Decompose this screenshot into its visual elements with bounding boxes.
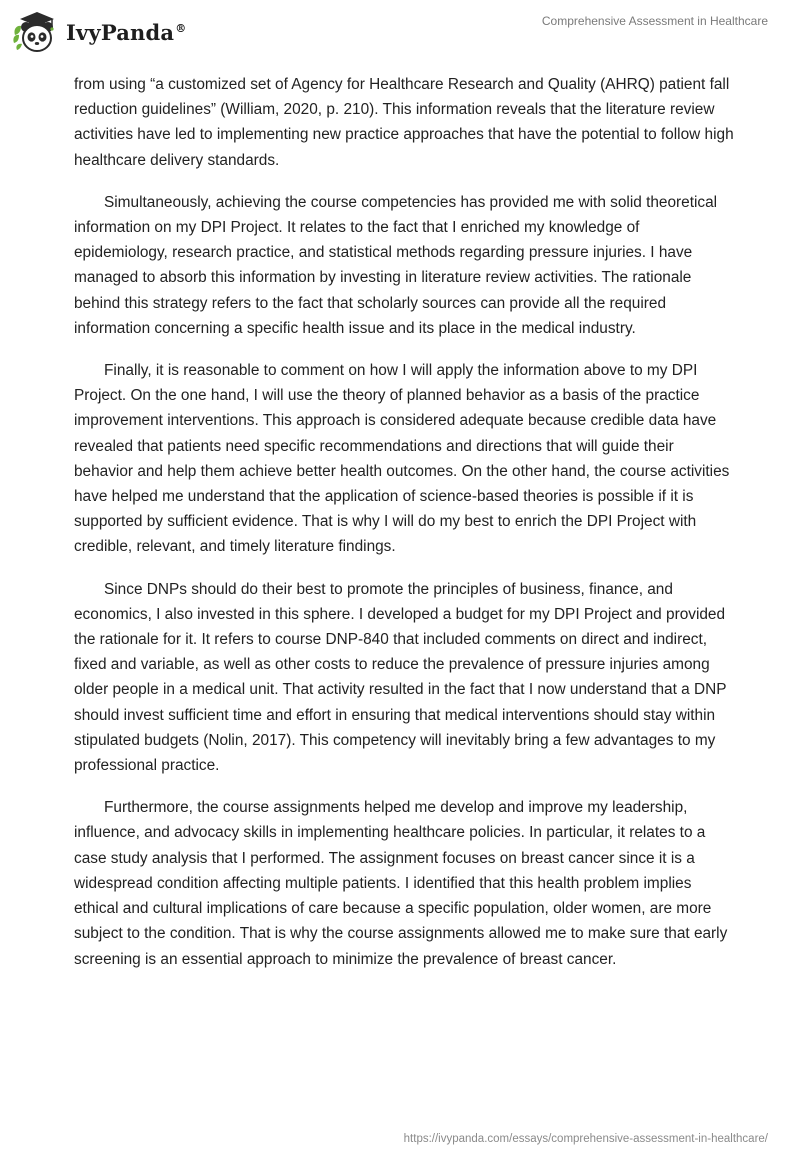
paragraph: Simultaneously, achieving the course competencies has provided me with solid theoretical information on my DPI Project. It relates to the fact that I enriched my knowledge of epidemiology, research practice, and statistical methods regarding pressure injuries. I have managed to absorb this information by investing in literature review activities. The rationale behind this strategy refers to the fact that scholarly sources can provide all the required information concerning a specific health issue and its place in the medical industry. bbox=[74, 193, 718, 337]
paragraph: from using “a customized set of Agency for Healthcare Research and Quality (AHRQ) patient fall reduction guidelines” (William, 2020, p. 210). This information reveals that the literature review activities have led to implementing new practice approaches that have the potential to follow high healthcare delivery standards. bbox=[74, 76, 734, 169]
document-title: Comprehensive Assessment in Healthcare bbox=[541, 14, 768, 28]
source-url[interactable]: https://ivypanda.com/essays/comprehensive-assessment-in-healthcare/ bbox=[403, 1133, 768, 1145]
ivypanda-logo[interactable] bbox=[12, 8, 186, 56]
paragraph: Furthermore, the course assignments helped me develop and improve my leadership, influence, and advocacy skills in implementing healthcare policies. In particular, it relates to a case study analysis that I performed. The assignment focuses on breast cancer since it is a widespread condition affecting multiple patients. I identified that this health problem implies ethical and cultural implications of care because a specific population, older women, are more subject to the condition. That is why the course assignments allowed me to make sure that early screening is an essential approach to minimize the prevalence of breast cancer. bbox=[74, 799, 728, 968]
paragraph: Since DNPs should do their best to promote the principles of business, finance, and economics, I also invested in this sphere. I developed a budget for my DPI Project and provided the rationale for it. It refers to course DNP-840 that included comments on direct and indirect, fixed and variable, as well as other costs to reduce the prevalence of pressure injuries among older people in a medical unit. That activity resulted in the fact that I now understand that a DNP should invest sufficient time and effort in ensuring that medical interventions should stay within stipulated budgets (Nolin, 2017). This competency will inevitably bring a few advantages to my professional practice. bbox=[74, 580, 727, 775]
essay-body bbox=[74, 72, 734, 989]
panda-graduate-logo-icon bbox=[12, 8, 60, 56]
paragraph: Finally, it is reasonable to comment on how I will apply the information above to my DPI Project. On the one hand, I will use the theory of planned behavior as a basis of the practice improvement interventions. This approach is considered adequate because credible data have revealed that patients need specific recommendations and directions that will guide their behavior and help them achieve better health outcomes. On the other hand, the course activities have helped me understand that the application of science-based theories is possible if it is supported by sufficient evidence. That is why I will do my best to enrich the DPI Project with credible, relevant, and timely literature findings. bbox=[74, 362, 730, 556]
page-header bbox=[0, 0, 800, 64]
brand-name: IvyPanda® bbox=[66, 19, 187, 45]
